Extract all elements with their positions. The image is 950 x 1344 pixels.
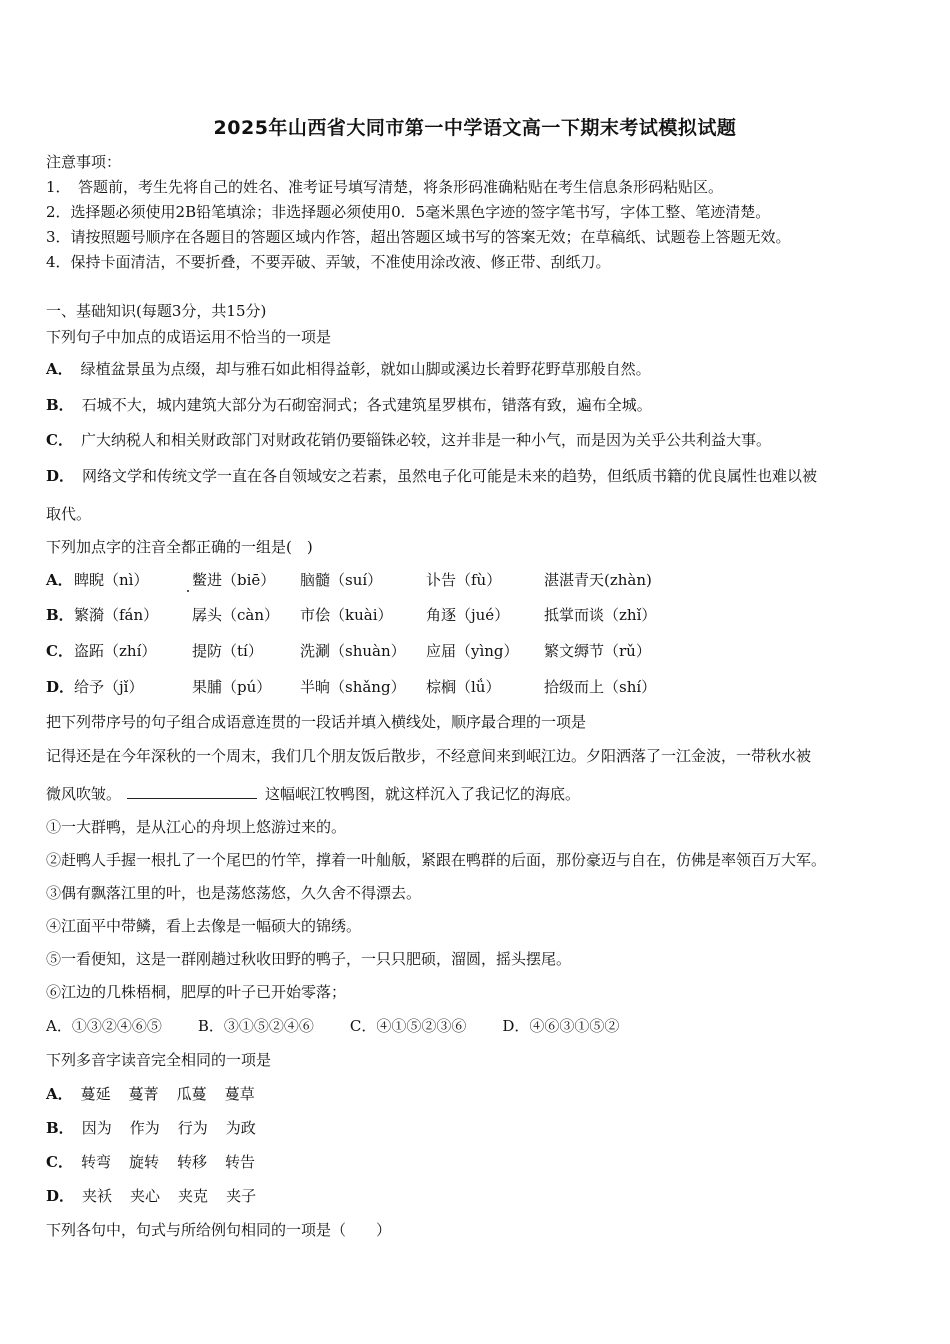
q4-option-b — [46, 1118, 274, 1138]
q3-passage-start: 微风吹皱。 — [46, 785, 122, 803]
q1-option-c: C． 广大纳税人和相关财政部门对财政花销仍要锱铢必较，这并非是一种小气，而是因为关乎公共利益大事。 — [46, 431, 771, 449]
q2-d-word-4: 棕榈（lǘ） — [426, 678, 501, 696]
q2-b-word-5: 抵掌而谈（zhǐ） — [544, 606, 657, 624]
q4-option-d-label: D． — [46, 1187, 75, 1205]
section-heading: 一、基础知识(每题3分，共15分) — [46, 302, 267, 320]
q2-a-word-2: 鳖进（biē） — [192, 571, 276, 589]
q4-option-c — [46, 1152, 273, 1172]
q4-b-word-1: 因为 — [81, 1119, 112, 1137]
q2-c-word-5: 繁文缛节（rǔ） — [544, 642, 651, 660]
q3-passage-line-2 — [46, 784, 580, 804]
q4-d-word-4: 夹子 — [226, 1187, 257, 1205]
q4-a-word-2: 蔓菁 — [128, 1085, 159, 1103]
q3-item-6: ⑥江边的几株梧桐，肥厚的叶子已开始零落； — [46, 983, 347, 1001]
q1-option-a: A． 绿植盆景虽为点缀，却与雅石如此相得益彰，就如山脚或溪边长着野花野草那般自然。 — [46, 360, 651, 378]
q3-option-c: C．④①⑤②③⑥ — [349, 1017, 467, 1035]
q2-d-word-5: 拾级而上（shí） — [544, 678, 657, 696]
q2-d-word-1: 给予（jǐ） — [74, 678, 144, 696]
q3-options — [46, 1016, 655, 1036]
q3-passage-end: 这幅岷江牧鸭图，就这样沉入了我记忆的海底。 — [265, 785, 581, 803]
q2-row-b-label: B． — [46, 606, 74, 624]
q4-b-word-3: 行为 — [177, 1119, 208, 1137]
q1-option-d-cont: 取代。 — [46, 505, 92, 523]
q4-option-c-label: C． — [46, 1153, 73, 1171]
q2-a-word-1: 睥睨（nì） — [74, 571, 149, 589]
q2-row-d-label: D． — [46, 678, 75, 696]
emphasis-dot — [187, 590, 189, 592]
q3-passage-line-1: 记得还是在今年深秋的一个周末，我们几个朋友饭后散步，不经意间来到岷江边。夕阳洒落了一江金波，一带秋水被 — [46, 747, 812, 765]
q4-c-word-4: 转告 — [225, 1153, 256, 1171]
q4-d-word-3: 夹克 — [178, 1187, 209, 1205]
q2-b-word-1: 繁漪（fán） — [74, 606, 159, 624]
q4-c-word-3: 转移 — [176, 1153, 207, 1171]
q4-c-word-2: 旋转 — [128, 1153, 159, 1171]
q4-d-word-1: 夹袄 — [82, 1187, 113, 1205]
q1-stem: 下列句子中加点的成语运用不恰当的一项是 — [46, 328, 332, 346]
page-title: 2025年山西省大同市第一中学语文高一下期末考试模拟试题 — [213, 117, 737, 139]
q3-item-5: ⑤一看便知，这是一群刚趟过秋收田野的鸭子，一只只肥硕，溜圆，摇头摆尾。 — [46, 950, 572, 968]
notice-item-3: 3．请按照题号顺序在各题目的答题区域内作答，超出答题区域书写的答案无效；在草稿纸、试题卷上答题无效。 — [46, 228, 791, 246]
q1-option-d: D． 网络文学和传统文学一直在各自领域安之若素，虽然电子化可能是未来的趋势，但纸质书籍的优良属性也难以被 — [46, 467, 818, 485]
q2-b-word-3: 市侩（kuài） — [300, 606, 393, 624]
q1-option-a-text: 绿植盆景虽为点缀，却与雅石如此相得益彰，就如山脚或溪边长着野花野草那般自然。 — [80, 360, 651, 378]
q3-stem: 把下列带序号的句子组合成语意连贯的一段话并填入横线处，顺序最合理的一项是 — [46, 713, 587, 731]
q2-c-word-3: 洗涮（shuàn） — [300, 642, 406, 660]
q2-stem: 下列加点字的注音全都正确的一组是( ) — [46, 538, 313, 556]
q1-option-d-text: 网络文学和传统文学一直在各自领域安之若素，虽然电子化可能是未来的趋势，但纸质书籍的优良属性也难以被 — [82, 467, 818, 485]
notice-heading: 注意事项： — [46, 153, 122, 171]
q2-a-word-5: 湛湛青天(zhàn) — [544, 571, 652, 589]
notice-item-4: 4．保持卡面清洁，不要折叠，不要弄破、弄皱，不准使用涂改液、修正带、刮纸刀。 — [46, 253, 611, 271]
q2-d-word-3: 半晌（shǎng） — [300, 678, 406, 696]
q4-option-d — [46, 1186, 274, 1206]
q3-option-d: D．④⑥③①⑤② — [502, 1017, 620, 1035]
q4-d-word-2: 夹心 — [130, 1187, 161, 1205]
q1-option-b: B． 石城不大，城内建筑大部分为石砌窑洞式；各式建筑星罗棋布，错落有致，遍布全城。 — [46, 396, 652, 414]
q3-item-1: ①一大群鸭，是从江心的舟坝上悠游过来的。 — [46, 818, 347, 836]
q2-a-word-4: 讣告（fù） — [426, 571, 502, 589]
q4-stem: 下列多音字读音完全相同的一项是 — [46, 1051, 272, 1069]
q3-item-2: ②赶鸭人手握一根扎了一个尾巴的竹竿，撑着一叶舢舨，紧跟在鸭群的后面，那份豪迈与自在，仿佛是率领百万大军。 — [46, 851, 827, 869]
q4-b-word-2: 作为 — [129, 1119, 160, 1137]
q2-c-word-4: 应届（yìng） — [426, 642, 519, 660]
q2-d-word-2: 果脯（pú） — [192, 678, 272, 696]
q4-a-word-3: 瓜蔓 — [176, 1085, 207, 1103]
q2-a-word-3: 脑髓（suí） — [300, 571, 383, 589]
q4-a-word-1: 蔓延 — [80, 1085, 111, 1103]
q4-option-a — [46, 1084, 273, 1104]
notice-item-1: 1． 答题前，考生先将自己的姓名、准考证号填写清楚，将条形码准确粘贴在考生信息条形码粘贴区。 — [46, 178, 724, 196]
q4-option-b-label: B． — [46, 1119, 74, 1137]
q2-row-c-label: C． — [46, 642, 73, 660]
q3-item-4: ④江面平中带鳞，看上去像是一幅硕大的锦绣。 — [46, 917, 362, 935]
q2-c-word-2: 提防（tí） — [192, 642, 263, 660]
q3-item-3: ③偶有飘落江里的叶，也是荡悠荡悠，久久舍不得漂去。 — [46, 884, 422, 902]
q4-b-word-4: 为政 — [225, 1119, 256, 1137]
q3-option-a: A．①③②④⑥⑤ — [46, 1017, 162, 1035]
q4-c-word-1: 转弯 — [80, 1153, 111, 1171]
q2-b-word-4: 角逐（jué） — [426, 606, 510, 624]
q3-option-b: B．③①⑤②④⑥ — [197, 1017, 314, 1035]
q1-option-c-text: 广大纳税人和相关财政部门对财政花销仍要锱铢必较，这并非是一种小气，而是因为关乎公共利益大事。 — [80, 431, 771, 449]
notice-item-2: 2．选择题必须使用2B铅笔填涂；非选择题必须使用0．5毫米黑色字迹的签字笔书写，字体工整、笔迹清楚。 — [46, 203, 771, 221]
q2-c-word-1: 盗跖（zhí） — [74, 642, 157, 660]
fill-blank — [127, 784, 257, 799]
q4-option-a-label: A． — [46, 1085, 73, 1103]
q2-row-a-label: A． — [46, 571, 73, 589]
q4-a-word-4: 蔓草 — [224, 1085, 255, 1103]
q1-option-b-text: 石城不大，城内建筑大部分为石砌窑洞式；各式建筑星罗棋布，错落有致，遍布全城。 — [81, 396, 652, 414]
q5-stem: 下列各句中，句式与所给例句相同的一项是（ ） — [46, 1221, 392, 1239]
q2-b-word-2: 孱头（càn） — [192, 606, 280, 624]
